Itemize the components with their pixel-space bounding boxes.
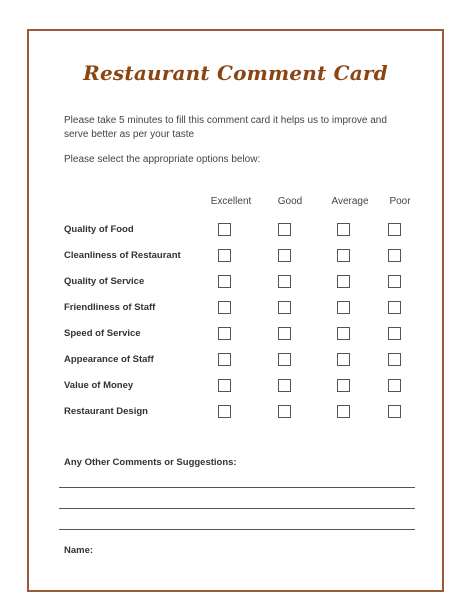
comment-line-3[interactable] <box>59 529 415 530</box>
intro-text: Please take 5 minutes to fill this comment card it helps us to improve and serve better as per your taste <box>64 115 387 140</box>
checkbox-poor[interactable] <box>388 379 401 392</box>
checkbox-good[interactable] <box>278 223 291 236</box>
checkbox-average[interactable] <box>337 223 350 236</box>
comment-line-1[interactable] <box>59 487 415 488</box>
row-label: Quality of Service <box>64 276 145 287</box>
checkbox-excellent[interactable] <box>218 275 231 288</box>
checkbox-poor[interactable] <box>388 275 401 288</box>
checkbox-poor[interactable] <box>388 223 401 236</box>
checkbox-good[interactable] <box>278 301 291 314</box>
row-label: Value of Money <box>64 380 134 391</box>
column-header-poor: Poor <box>389 196 411 207</box>
checkbox-good[interactable] <box>278 379 291 392</box>
name-label: Name: <box>64 545 94 556</box>
select-instructions: Please select the appropriate options below: <box>64 154 261 165</box>
checkbox-excellent[interactable] <box>218 327 231 340</box>
column-header-good: Good <box>277 196 303 207</box>
column-header-excellent: Excellent <box>210 196 252 207</box>
column-header-average: Average <box>331 196 369 207</box>
row-label: Speed of Service <box>64 328 141 339</box>
checkbox-excellent[interactable] <box>218 405 231 418</box>
checkbox-average[interactable] <box>337 353 350 366</box>
checkbox-good[interactable] <box>278 405 291 418</box>
checkbox-average[interactable] <box>337 275 350 288</box>
checkbox-good[interactable] <box>278 275 291 288</box>
checkbox-poor[interactable] <box>388 353 401 366</box>
row-label: Quality of Food <box>64 224 134 235</box>
checkbox-excellent[interactable] <box>218 301 231 314</box>
comment-line-2[interactable] <box>59 508 415 509</box>
checkbox-excellent[interactable] <box>218 379 231 392</box>
row-label: Friendliness of Staff <box>64 302 156 313</box>
checkbox-average[interactable] <box>337 405 350 418</box>
comment-card <box>27 29 444 592</box>
checkbox-poor[interactable] <box>388 405 401 418</box>
checkbox-poor[interactable] <box>388 249 401 262</box>
checkbox-good[interactable] <box>278 353 291 366</box>
checkbox-excellent[interactable] <box>218 353 231 366</box>
checkbox-good[interactable] <box>278 327 291 340</box>
checkbox-poor[interactable] <box>388 301 401 314</box>
checkbox-good[interactable] <box>278 249 291 262</box>
checkbox-average[interactable] <box>337 379 350 392</box>
comments-label: Any Other Comments or Suggestions: <box>64 457 237 468</box>
checkbox-excellent[interactable] <box>218 223 231 236</box>
checkbox-average[interactable] <box>337 249 350 262</box>
card-title: Restaurant Comment Card <box>83 61 388 85</box>
row-label: Restaurant Design <box>64 406 148 417</box>
checkbox-poor[interactable] <box>388 327 401 340</box>
checkbox-average[interactable] <box>337 301 350 314</box>
checkbox-excellent[interactable] <box>218 249 231 262</box>
row-label: Cleanliness of Restaurant <box>64 250 181 261</box>
checkbox-average[interactable] <box>337 327 350 340</box>
row-label: Appearance of Staff <box>64 354 154 365</box>
